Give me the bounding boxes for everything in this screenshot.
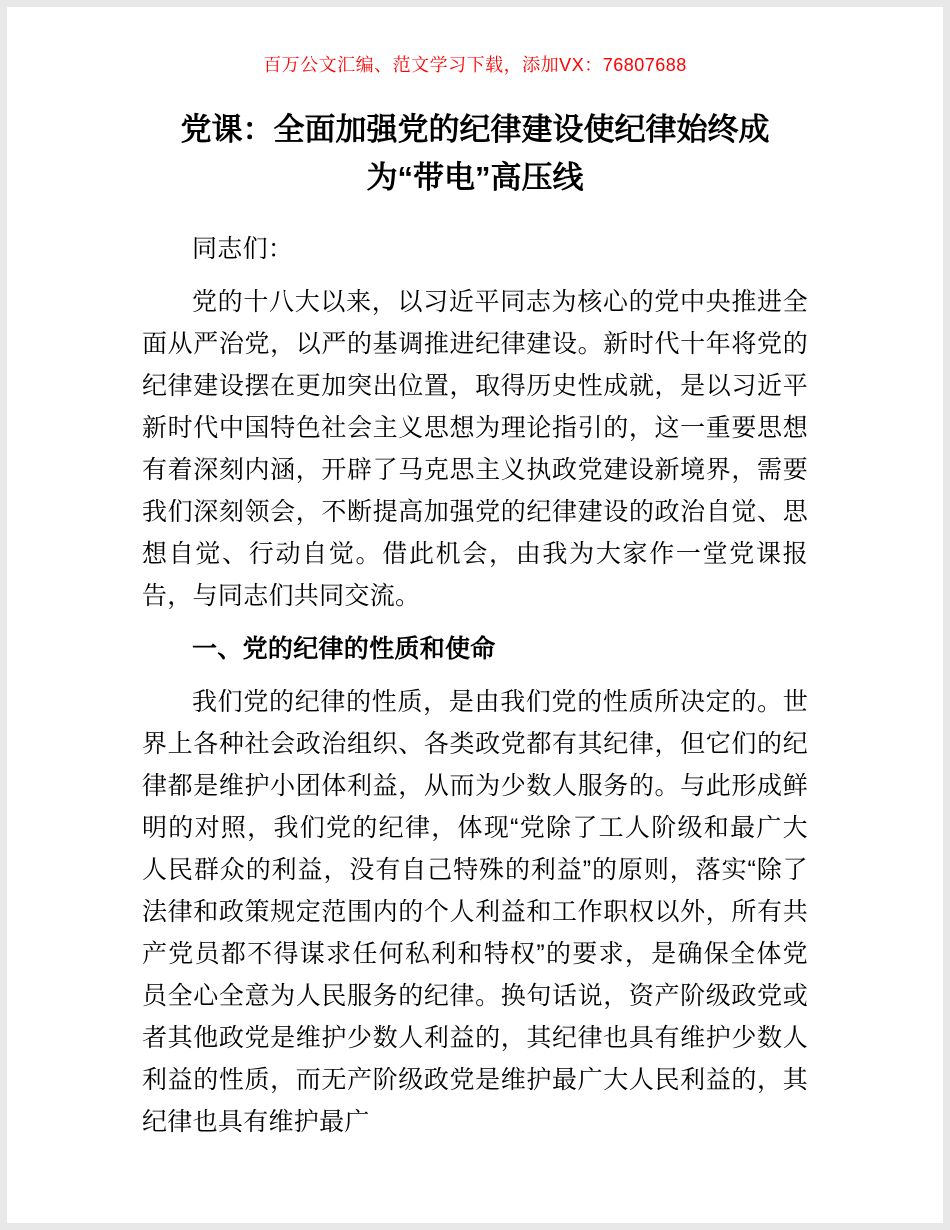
document-title: 党课：全面加强党的纪律建设使纪律始终成为“带电”高压线: [180, 112, 770, 196]
paragraph-section-body: 我们党的纪律的性质，是由我们党的性质所决定的。世界上各种社会政治组织、各类政党都有其纪律，但它们的纪律都是维护小团体利益，从而为少数人服务的。与此形成鲜明的对照，我们党的纪律，体现“党除了工人阶级和最广大人民群众的利益，没有自己特殊的利益”的原则，落实“除了法律和政策规定范围内的个人利益和工作职权以外，所有共产党员都不得谋求任何私利和特权”的要求，是确保全体党员全心全意为人民服务的纪律。换句话说，资产阶级政党或者其他政党是维护少数人利益的，其纪律也具有维护少数人利益的性质，而无产阶级政党是维护最广大人民利益的，其纪律也具有维护最广: [142, 688, 808, 1137]
paragraph-salutation: 同志们：: [192, 235, 294, 264]
watermark-text: 百万公文汇编、范文学习下载，添加VX：76807688: [263, 55, 687, 75]
document-page: [7, 7, 943, 1223]
paragraph-intro: 党的十八大以来，以习近平同志为核心的党中央推进全面从严治党，以严的基调推进纪律建设。新时代十年将党的纪律建设摆在更加突出位置，取得历史性成就，是以习近平新时代中国特色社会主义思想为理论指引的，这一重要思想有着深刻内涵，开辟了马克思主义执政党建设新境界，需要我们深刻领会，不断提高加强党的纪律建设的政治自觉、思想自觉、行动自觉。借此机会，由我为大家作一堂党课报告，与同志们共同交流。: [142, 288, 808, 611]
section-heading-1: 一、党的纪律的性质和使命: [192, 635, 496, 664]
